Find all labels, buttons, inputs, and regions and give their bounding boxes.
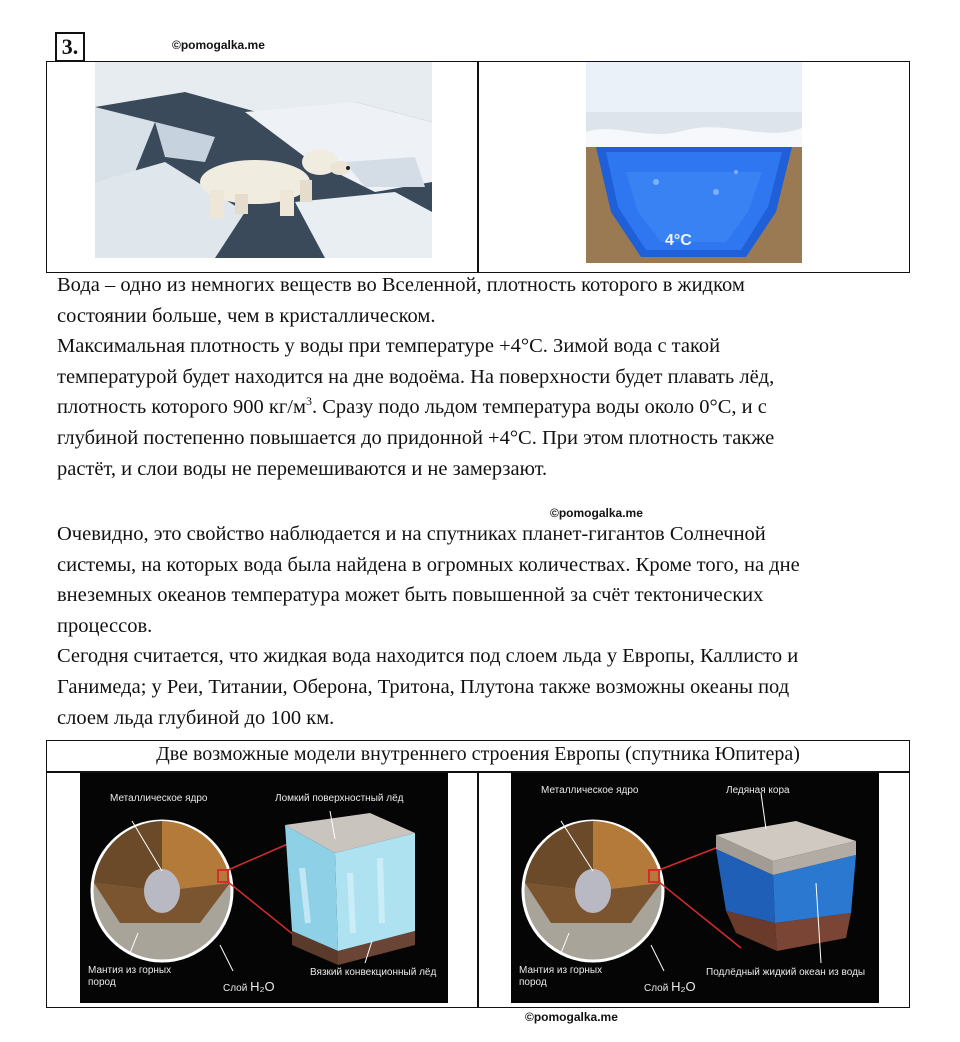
superscript: 3 xyxy=(305,394,312,409)
watermark-top: ©pomogalka.me xyxy=(172,38,265,52)
text-line: Вода – одно из немногих веществ во Вселенной, плотность которого в жидком xyxy=(57,274,745,296)
task-number: 3. xyxy=(55,32,85,62)
label-word: Слой xyxy=(223,983,248,994)
convective-ice-label: Вязкий конвекционный лёд xyxy=(310,967,437,978)
lake-cross-section-photo xyxy=(586,62,802,263)
text-line: Максимальная плотность у воды при температуре +4°С. Зимой вода с такой xyxy=(57,335,721,358)
text-line: системы, на которых вода была найдена в огромных количествах. Кроме того, на дне xyxy=(57,553,800,576)
surface-ice-label: Ломкий поверхностный лёд xyxy=(275,793,404,804)
europa-model-ocean xyxy=(511,773,879,1003)
core-label: Металлическое ядро xyxy=(110,793,208,804)
mantle-label xyxy=(519,965,602,989)
text-line: внеземных океанов температура может быть повышенной за счёт тектонических xyxy=(57,584,764,607)
text-line: растёт, и слои воды не перемешиваются и не замерзают. xyxy=(57,457,548,480)
label-word: Слой xyxy=(644,983,669,994)
photo-table-divider xyxy=(477,61,479,273)
ocean-label: Подлёдный жидкий океан из воды xyxy=(706,967,866,978)
temperature-label: 4°C xyxy=(665,232,692,249)
text-line: глубиной постепенно повышается до придонной +4°С. При этом плотность также xyxy=(57,426,775,449)
europa-table-caption: Две возможные модели внутреннего строения Европы (спутника Юпитера) xyxy=(156,743,800,765)
ice-crust-label: Ледяная кора xyxy=(726,785,790,796)
text-line: слоем льда глубиной до 100 км. xyxy=(57,706,335,729)
text-line: Очевидно, это свойство наблюдается и на спутниках планет-гигантов Солнечной xyxy=(57,523,766,545)
text-line: Сегодня считается, что жидкая вода находится под слоем льда у Европы, Каллисто и xyxy=(57,645,799,668)
h2o-label: H₂O xyxy=(250,979,275,994)
europa-model-solid-ice xyxy=(80,773,448,1003)
label-line: Мантия из горных xyxy=(519,965,603,976)
text-line: процессов. xyxy=(57,614,153,637)
core-label: Металлическое ядро xyxy=(541,785,639,796)
label-line: пород xyxy=(88,977,116,988)
label-line: Мантия из горных xyxy=(88,965,172,976)
text-line xyxy=(57,392,927,423)
text-line: Ганимеда; у Реи, Титании, Оберона, Тритона, Плутона также возможны океаны под xyxy=(57,675,790,698)
watermark-bottom: ©pomogalka.me xyxy=(525,1010,618,1024)
europa-table-divider xyxy=(477,771,479,1008)
text-line: состоянии больше, чем в кристаллическом. xyxy=(57,304,436,327)
polar-bear-photo xyxy=(95,62,432,258)
text-line: температурой будет находится на дне водоёма. На поверхности будет плавать лёд, xyxy=(57,365,775,388)
watermark-middle: ©pomogalka.me xyxy=(550,506,643,520)
layer-label xyxy=(223,981,275,995)
text-segment: плотность которого 900 кг/м xyxy=(57,396,306,419)
mantle-label xyxy=(88,965,171,989)
text-segment: . Сразу подо льдом температура воды около 0°С, и с xyxy=(311,396,767,419)
layer-label xyxy=(644,981,696,995)
paragraph-2 xyxy=(57,519,927,733)
h2o-label: H₂O xyxy=(671,979,696,994)
paragraph-1 xyxy=(57,270,927,484)
label-line: пород xyxy=(519,977,547,988)
